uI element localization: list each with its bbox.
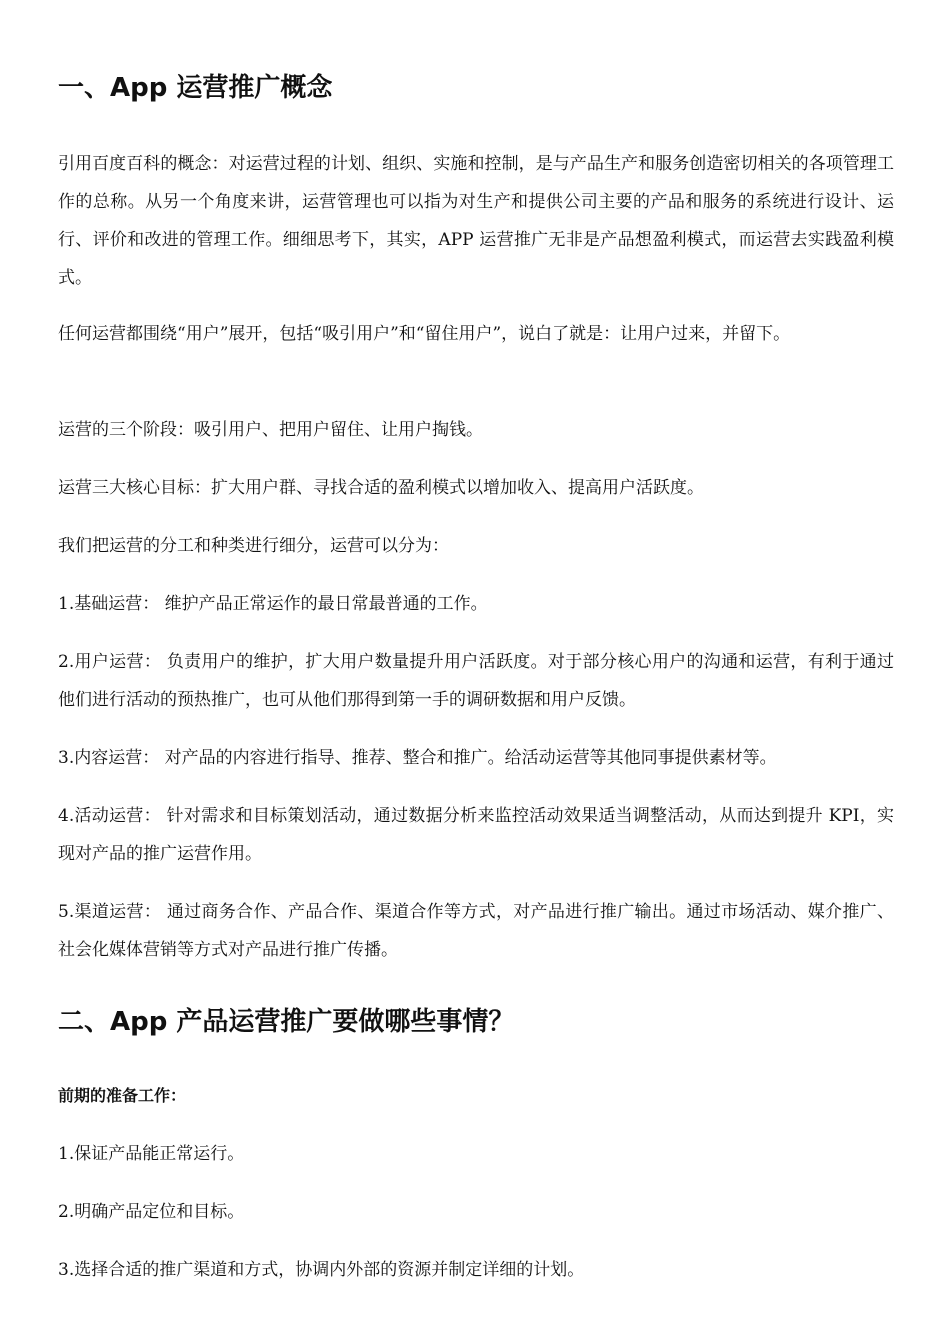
list-item-channel-operation: 5.渠道运营： 通过商务合作、产品合作、渠道合作等方式，对产品进行推广输出。通过市场活动、媒介推广、社会化媒体营销等方式对产品进行推广传播。 (58, 902, 894, 960)
paragraph-users: 任何运营都围绕“用户”展开，包括“吸引用户”和“留住用户”，说白了就是：让用户过来，并留下。 (58, 324, 791, 344)
list-item-basic-operation: 1.基础运营： 维护产品正常运作的最日常最普通的工作。 (58, 594, 488, 614)
list-item-activity-operation: 4.活动运营： 针对需求和目标策划活动，通过数据分析来监控活动效果适当调整活动，从而达到提升 KPI，实现对产品的推广运营作用。 (58, 806, 894, 864)
list-item-prep-2: 2.明确产品定位和目标。 (58, 1202, 245, 1222)
section-2-title: 二、App 产品运营推广要做哪些事情？ (58, 1007, 515, 1037)
subheading-preparation: 前期的准备工作： (58, 1086, 187, 1105)
list-item-prep-3: 3.选择合适的推广渠道和方式，协调内外部的资源并制定详细的计划。 (58, 1260, 585, 1280)
list-item-content-operation: 3.内容运营： 对产品的内容进行指导、推荐、整合和推广。给活动运营等其他同事提供素材等。 (58, 748, 777, 768)
list-item-prep-1: 1.保证产品能正常运行。 (58, 1144, 245, 1164)
paragraph-core-goals: 运营三大核心目标：扩大用户群、寻找合适的盈利模式以增加收入、提高用户活跃度。 (58, 478, 704, 498)
paragraph-three-stages: 运营的三个阶段：吸引用户、把用户留住、让用户掏钱。 (58, 420, 483, 440)
paragraph-definition: 引用百度百科的概念：对运营过程的计划、组织、实施和控制，是与产品生产和服务创造密切相关的各项管理工作的总称。从另一个角度来讲，运营管理也可以指为对生产和提供公司主要的产品和服务的系统进行设计、运行、评价和改进的管理工作。细细思考下，其实，APP 运营推广无非是产品想盈利模式，而运营去实践盈利模式。 (58, 154, 894, 288)
paragraph-division: 我们把运营的分工和种类进行细分，运营可以分为： (58, 536, 449, 556)
section-1-title: 一、App 运营推广概念 (58, 73, 333, 103)
document-page (58, 0, 894, 1344)
list-item-user-operation: 2.用户运营： 负责用户的维护，扩大用户数量提升用户活跃度。对于部分核心用户的沟通和运营，有利于通过他们进行活动的预热推广，也可从他们那得到第一手的调研数据和用户反馈。 (58, 652, 894, 710)
